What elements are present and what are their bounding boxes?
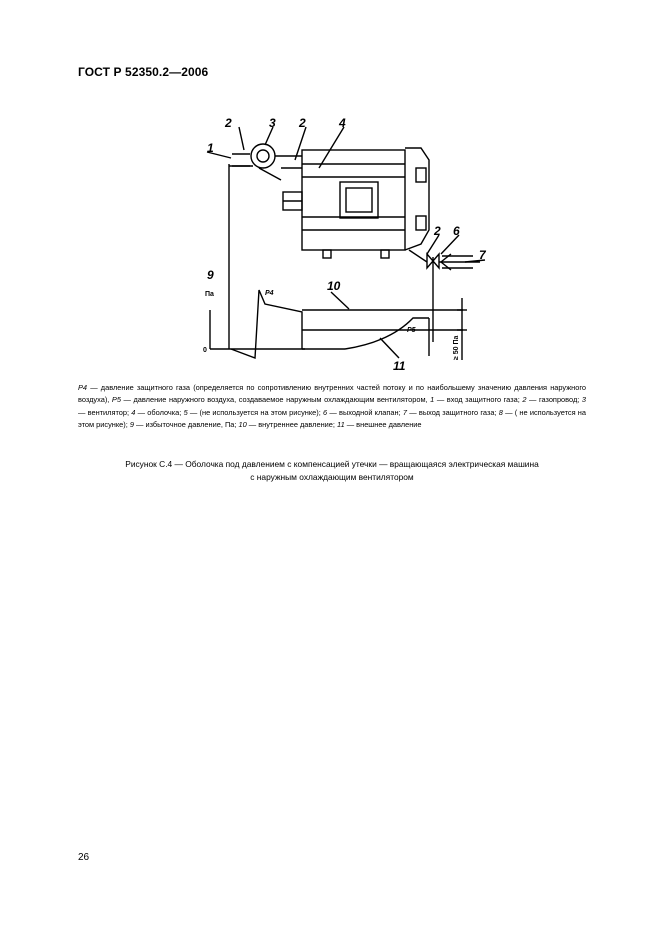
legend-text-6: — выходной клапан; <box>327 407 403 417</box>
label-p5: P5 <box>407 327 416 334</box>
document-header: ГОСТ Р 52350.2—2006 <box>78 65 209 79</box>
fan-outlet <box>259 168 281 180</box>
figure-diagram <box>195 112 495 374</box>
legend-p4-text: — давление защитного газа (определяется по сопротивлению внутренних частей потоку и по наибольшему значению давления наружного воздуха), <box>78 383 586 405</box>
fan-cowl <box>405 148 429 250</box>
legend-key-5: 5 <box>183 407 188 417</box>
cowl-grille <box>416 216 426 230</box>
pressure-profile-inlet <box>231 290 302 358</box>
label-2b: 2 <box>299 116 306 130</box>
page-number: 26 <box>78 852 90 863</box>
legend-text-1: — вход защитного газа; <box>434 395 523 405</box>
foot-right <box>381 250 389 258</box>
label-6: 6 <box>453 224 460 238</box>
label-11: 11 <box>393 359 406 373</box>
label-4: 4 <box>339 116 346 130</box>
legend-key-11: 11 <box>337 419 345 429</box>
legend-p5-text: — давление наружного воздуха, создаваемое наружным охлаждающим вентилятором, <box>120 395 431 405</box>
legend-text-4: — оболочка; <box>135 407 184 417</box>
cowl-grille <box>416 168 426 182</box>
external-pressure-curve <box>345 318 429 349</box>
label-p4: P4 <box>265 290 274 297</box>
leader-2 <box>239 127 244 150</box>
leader-2b <box>295 127 306 160</box>
figure-legend <box>78 382 586 431</box>
legend-key-9: 9 <box>129 419 134 429</box>
legend-text-3: — вентилятор; <box>78 407 132 417</box>
legend-key-3: 3 <box>581 395 587 405</box>
legend-key-10: 10 <box>238 419 247 429</box>
label-2: 2 <box>225 116 232 130</box>
legend-text-2: — газопровод; <box>526 395 582 405</box>
legend-key-4: 4 <box>131 407 136 417</box>
label-1: 1 <box>207 141 214 155</box>
dimension-label: ≥ 50 Па <box>453 335 460 360</box>
label-9: 9 <box>207 268 214 282</box>
outlet-duct <box>409 250 427 262</box>
legend-key-1: 1 <box>430 395 435 405</box>
legend-text-8: — ( не используется на этом рисунке); <box>78 407 586 429</box>
foot-left <box>323 250 331 258</box>
fan-hub <box>257 150 269 162</box>
caption-line-2: с наружным охлаждающим вентилятором <box>250 472 414 482</box>
label-2c: 2 <box>434 224 441 238</box>
leader-10 <box>331 292 349 309</box>
legend-p4-symbol: P4 <box>78 383 88 392</box>
legend-key-8: 8 <box>498 407 503 417</box>
legend-text-5: — (не используется на этом рисунке); <box>187 407 324 417</box>
leader-11 <box>380 338 399 358</box>
figure-caption <box>78 458 586 484</box>
axis-zero: 0 <box>203 347 207 354</box>
caption-line-1: Рисунок С.4 — Оболочка под давлением с компенсацией утечки — вращающаяся электрическая машина <box>125 459 539 469</box>
legend-key-2: 2 <box>522 395 527 405</box>
legend-key-6: 6 <box>323 407 328 417</box>
legend-p5-symbol: P5 <box>111 395 121 405</box>
label-10: 10 <box>327 279 341 293</box>
enclosure-body <box>302 150 405 250</box>
legend-text-9: — избыточное давление, Па; <box>134 419 239 429</box>
legend-key-7: 7 <box>402 407 408 417</box>
legend-text-7: — выход защитного газа; <box>407 407 499 417</box>
terminal-box-inner <box>346 188 372 212</box>
fan-circle <box>251 144 275 168</box>
label-3: 3 <box>269 116 276 130</box>
legend-paragraph <box>78 382 586 431</box>
legend-text-11: — внешнее давление <box>344 419 422 429</box>
label-7: 7 <box>479 248 486 262</box>
enclosure-diagram <box>195 112 495 374</box>
legend-text-10: — внутреннее давление; <box>246 419 338 429</box>
axis-unit: Па <box>205 291 214 298</box>
leader-4 <box>319 127 344 168</box>
